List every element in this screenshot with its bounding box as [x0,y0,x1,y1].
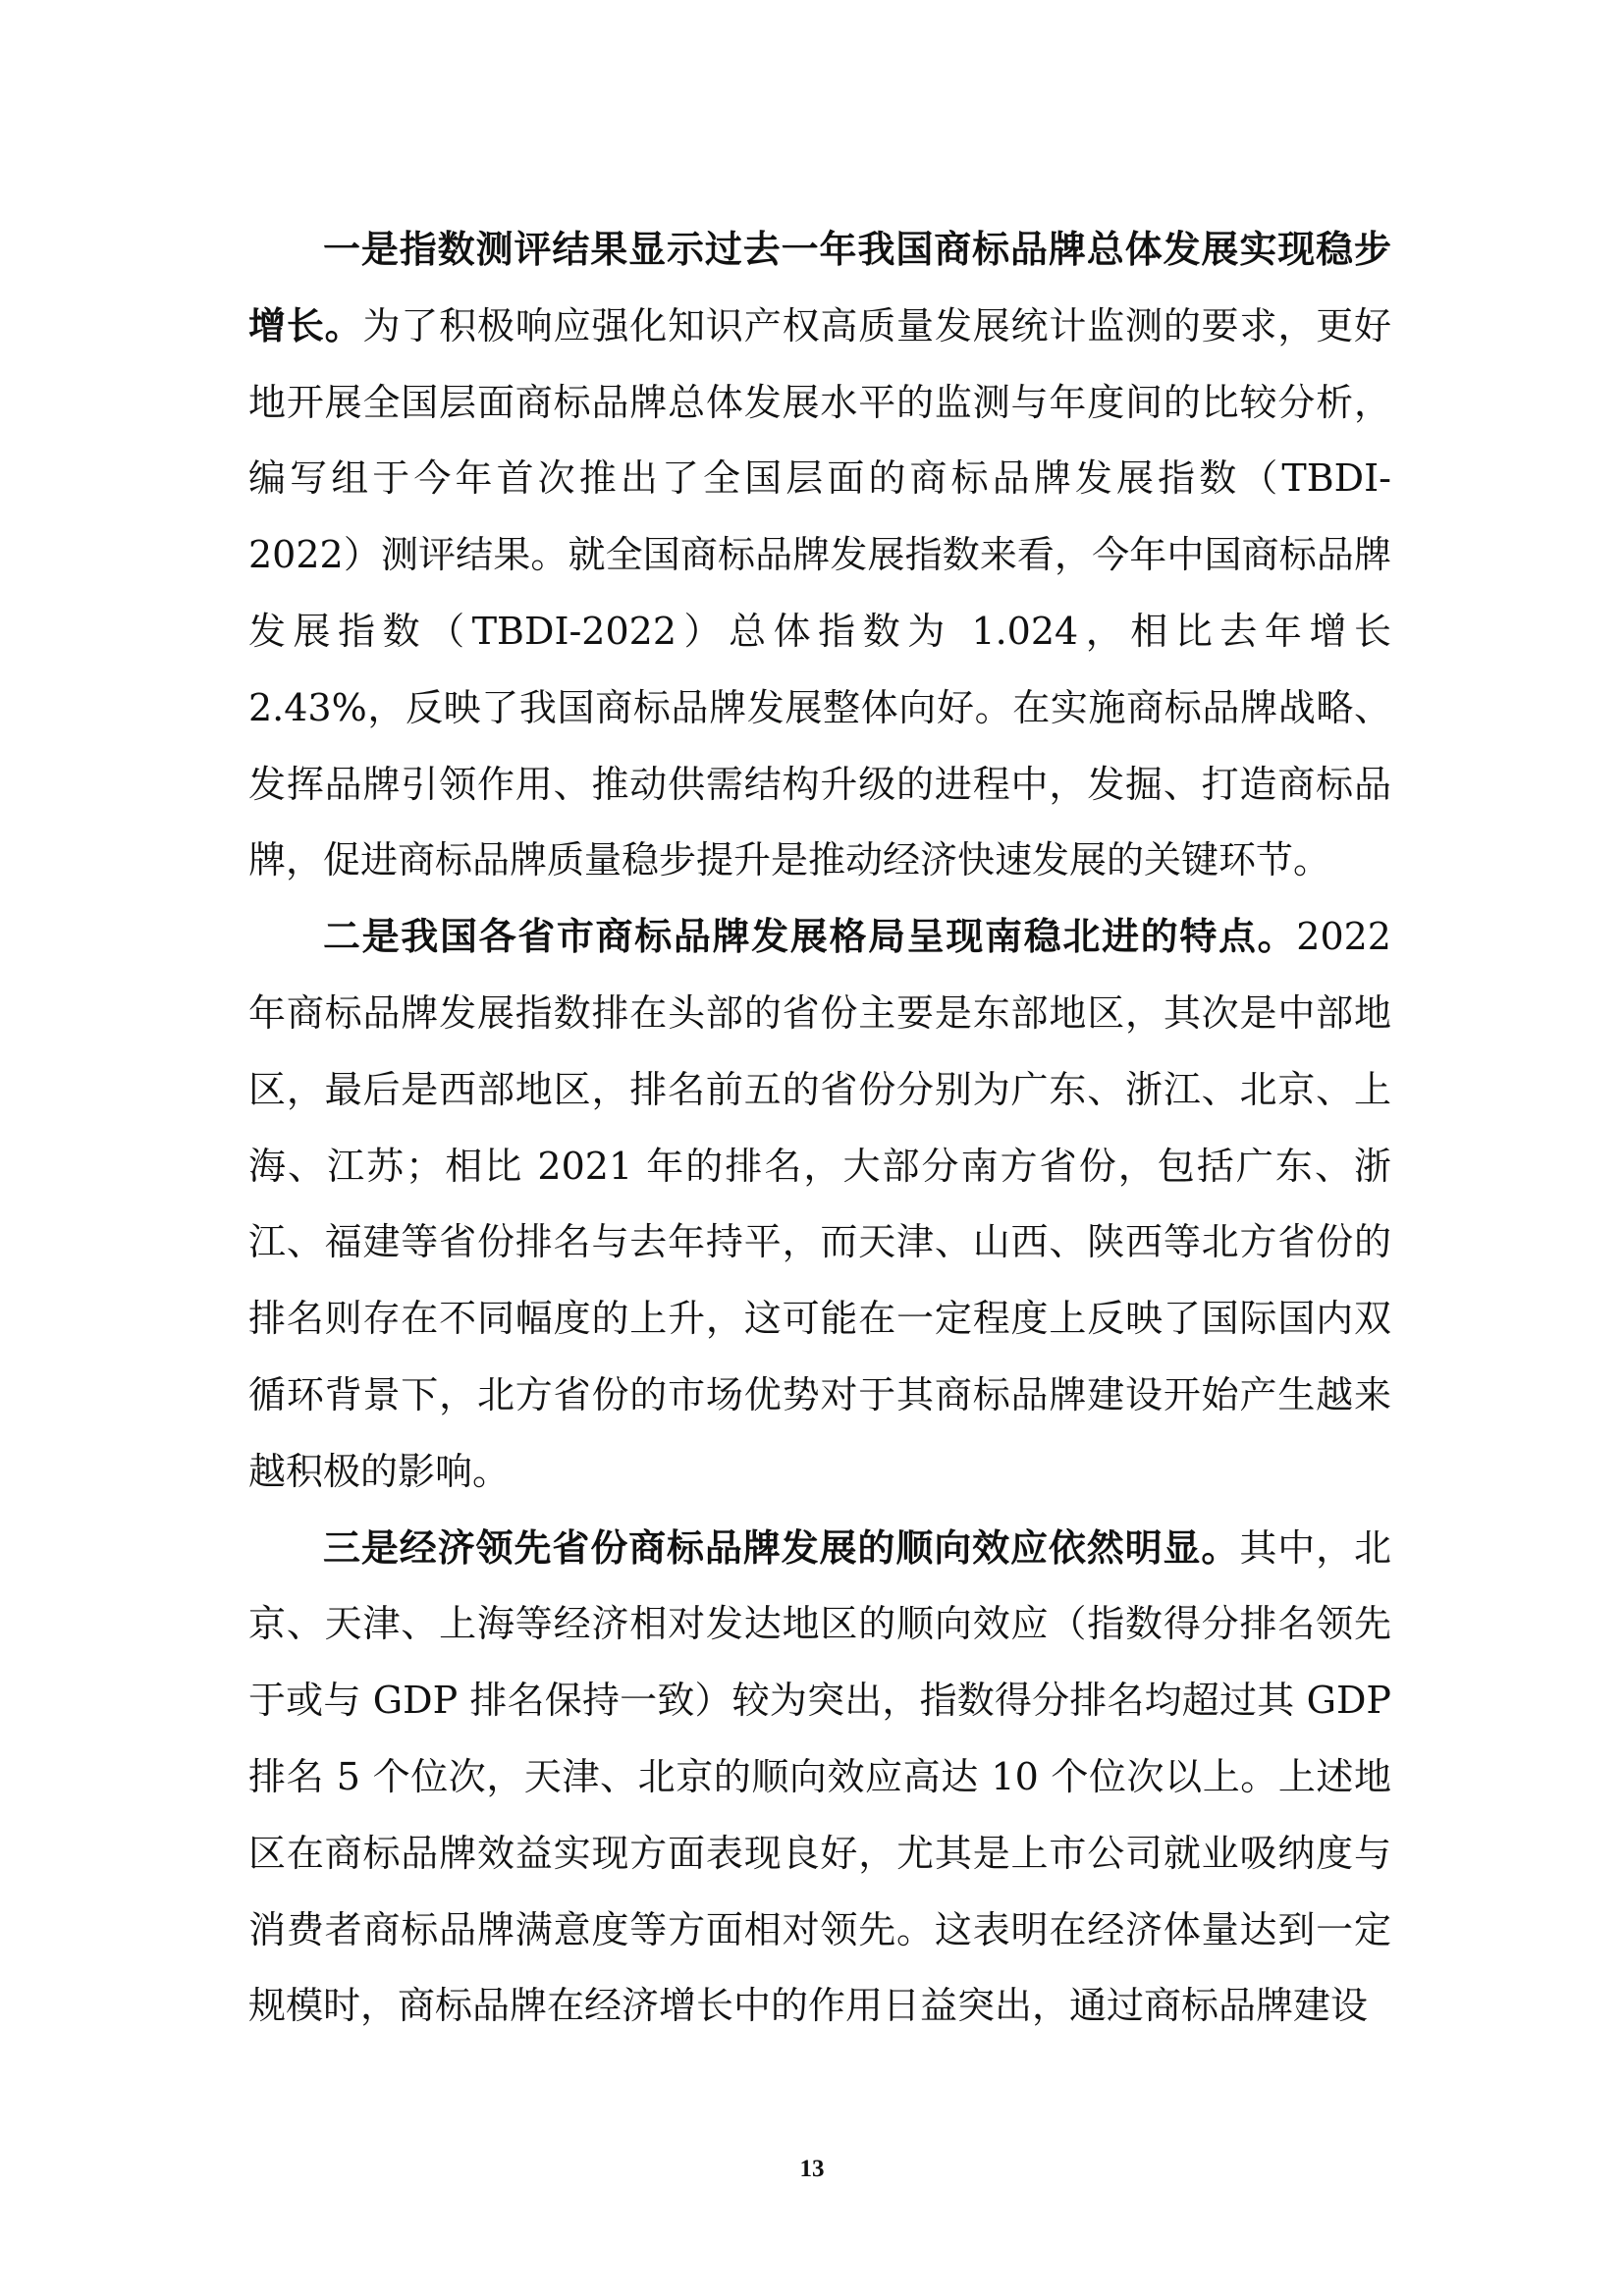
paragraph-2-body: 2022 年商标品牌发展指数排在头部的省份主要是东部地区，其次是中部地区，最后是西部地区，排名前五的省份分别为广东、浙江、北京、上海、江苏；相比 2021 年的排名，大部分南方省份，包括广东、浙江、福建等省份排名与去年持平，而天津、山西、陕西等北方省份的排名则存在不同幅度的上升，这可能在一定程度上反映了国际国内双循环背景下，北方省份的市场优势对于其商标品牌建设开始产生越来越积极的影响。 [248,915,1391,1493]
paragraph-1 [248,212,1391,899]
paragraph-1-body: 为了积极响应强化知识产权高质量发展统计监测的要求，更好地开展全国层面商标品牌总体发展水平的监测与年度间的比较分析，编写组于今年首次推出了全国层面的商标品牌发展指数（TBDI-2022）测评结果。就全国商标品牌发展指数来看，今年中国商标品牌发展指数（TBDI-2022）总体指数为 1.024，相比去年增长 2.43%，反映了我国商标品牌发展整体向好。在实施商标品牌战略、发挥品牌引领作用、推动供需结构升级的进程中，发掘、打造商标品牌，促进商标品牌质量稳步提升是推动经济快速发展的关键环节。 [248,303,1391,882]
paragraph-2-lead: 二是我国各省市商标品牌发展格局呈现南稳北进的特点。 [323,915,1297,959]
page-number: 13 [799,2156,825,2182]
paragraph-3 [248,1511,1391,2046]
body-text [248,212,1391,2045]
paragraph-3-lead: 三是经济领先省份商标品牌发展的顺向效应依然明显。 [323,1525,1240,1570]
paragraph-3-body: 其中，北京、天津、上海等经济相对发达地区的顺向效应（指数得分排名领先于或与 GDP 排名保持一致）较为突出，指数得分排名均超过其 GDP 排名 5 个位次，天津、北京的顺向效应高达 10 个位次以上。上述地区在商标品牌效益实现方面表现良好，尤其是上市公司就业吸纳度与消费者商标品牌满意度等方面相对领先。这表明在经济体量达到一定规模时，商标品牌在经济增长中的作用日益突出，通过商标品牌建设 [248,1525,1391,2028]
paragraph-2 [248,899,1391,1510]
paragraph-1-lead: 一是指数测评结果显示过去一年我国商标品牌总体发展实现稳步增长。 [248,228,1391,347]
